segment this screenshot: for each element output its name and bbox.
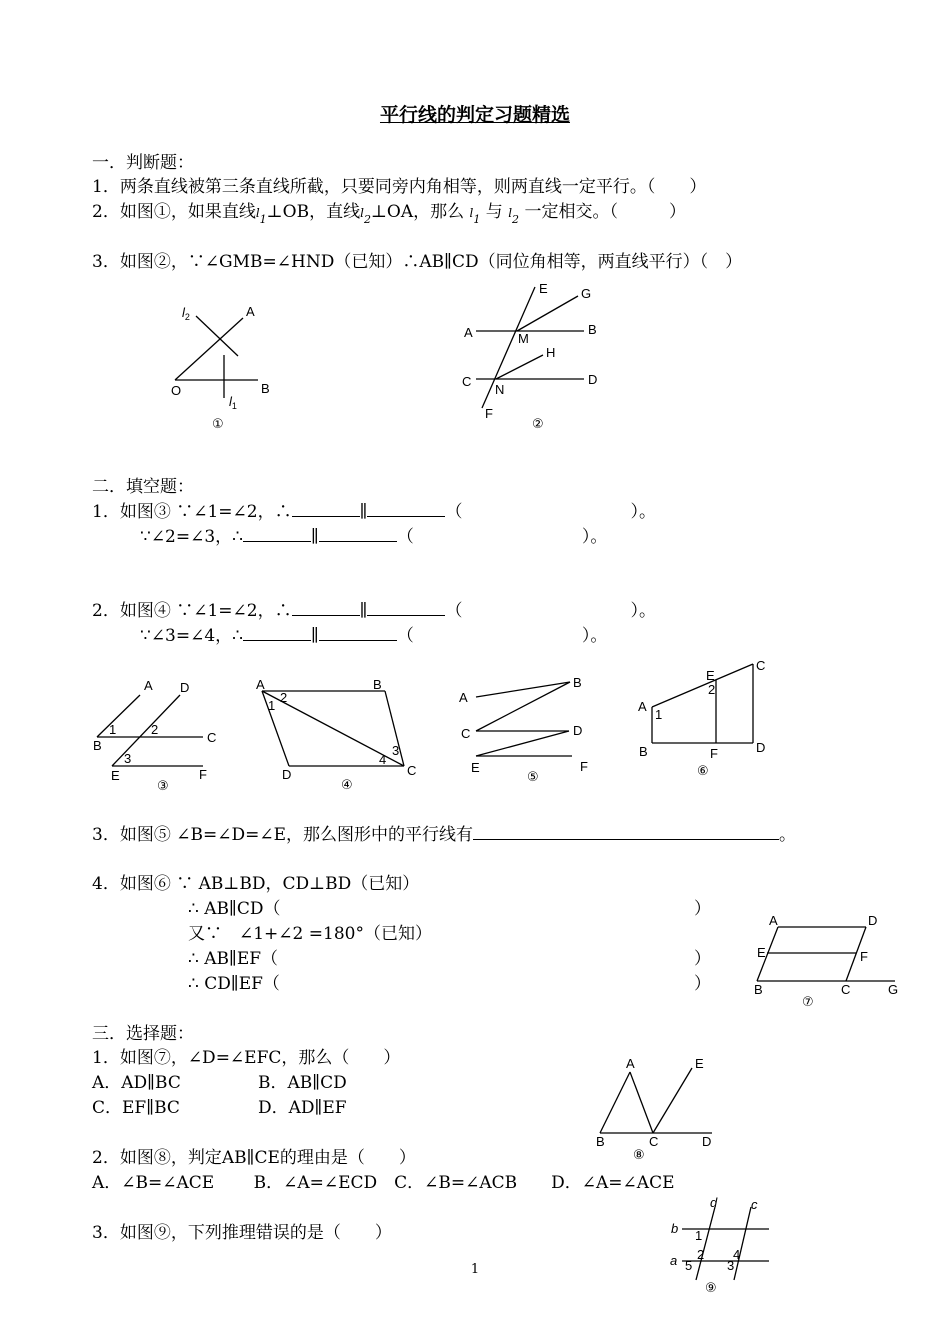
question-2-4-line5: ∴ CD∥EF（ [188, 974, 280, 994]
page-number: 1 [470, 1262, 480, 1277]
svg-text:①: ① [212, 416, 224, 431]
question-2-4-line4: ∴ AB∥EF（ [188, 949, 279, 969]
figure-5 [459, 675, 588, 784]
figure-3 [93, 678, 216, 793]
question-2-2-line2: ∵∠3=∠4，∴ ∥ （ ）。 [140, 626, 608, 646]
question-2-3: 3．如图⑤ ∠B=∠D=∠E，那么图形中的平行线有 。 [92, 825, 796, 845]
svg-text:B: B [373, 677, 382, 692]
section1-heading: 一．判断题： [92, 153, 194, 173]
svg-text:F: F [485, 406, 493, 421]
svg-text:1: 1 [268, 698, 276, 713]
svg-text:C: C [649, 1134, 659, 1149]
svg-text:E: E [757, 945, 766, 960]
line-l2-label: $l_2$ [360, 206, 371, 226]
svg-text:F: F [580, 759, 588, 774]
figure-1 [171, 304, 270, 431]
figure-4 [256, 677, 416, 792]
paren-close: ） [694, 974, 711, 994]
svg-text:H: H [546, 345, 556, 360]
svg-text:D: D [868, 913, 878, 928]
svg-text:B: B [596, 1134, 605, 1149]
svg-text:A: A [626, 1056, 635, 1071]
svg-text:C: C [407, 763, 417, 778]
figure-8 [596, 1056, 712, 1162]
svg-text:⑦: ⑦ [802, 994, 814, 1009]
svg-text:C: C [461, 726, 471, 741]
svg-text:A: A [769, 913, 778, 928]
svg-text:A: A [256, 677, 265, 692]
svg-text:5: 5 [685, 1258, 693, 1273]
question-2-4-line3: 又∵ ∠1+∠2 =180°（已知） [188, 924, 432, 944]
svg-text:G: G [888, 982, 899, 997]
section3-heading: 三．选择题： [92, 1024, 194, 1044]
svg-text:l2: $l_2$ [182, 305, 190, 322]
svg-text:B: B [639, 744, 648, 759]
svg-text:C: C [207, 730, 217, 745]
svg-text:A: A [464, 325, 473, 340]
svg-text:D: D [756, 740, 766, 755]
svg-text:④: ④ [341, 777, 353, 792]
question-2-4-line2: ∴ AB∥CD（ [188, 899, 281, 919]
option-3-1-d: D．AD∥EF [258, 1098, 347, 1118]
svg-text:D: D [573, 723, 583, 738]
svg-text:E: E [539, 281, 548, 296]
svg-text:4: 4 [733, 1247, 741, 1262]
svg-text:D: D [282, 767, 292, 782]
svg-text:D: D [180, 680, 190, 695]
svg-text:C: C [756, 658, 766, 673]
svg-text:⑨: ⑨ [705, 1280, 717, 1295]
options-3-2: A．∠B=∠ACE B．∠A=∠ECD C．∠B=∠ACB D．∠A=∠ACE [92, 1173, 675, 1193]
svg-text:G: G [581, 286, 592, 301]
svg-text:3: 3 [392, 743, 400, 758]
svg-text:A: A [638, 699, 647, 714]
svg-text:B: B [573, 675, 582, 690]
svg-text:B: B [754, 982, 763, 997]
svg-text:B: B [261, 381, 270, 396]
svg-text:E: E [695, 1056, 704, 1071]
svg-text:F: F [199, 767, 207, 782]
question-1-3: 3．如图②，∵∠GMB=∠HND（已知）∴AB∥CD（同位角相等，两直线平行）（ ） [92, 252, 743, 272]
svg-text:M: M [518, 331, 529, 346]
svg-text:1: 1 [695, 1228, 703, 1243]
question-2-4-line1: 4．如图⑥ ∵ AB⊥BD，CD⊥BD（已知） [92, 874, 420, 894]
option-3-1-a: A．AD∥BC [92, 1073, 181, 1093]
svg-text:A: A [459, 690, 468, 705]
page-title: 平行线的判定习题精选 [379, 104, 570, 126]
question-3-3: 3．如图⑨，下列推理错误的是（ ） [92, 1223, 392, 1243]
svg-text:F: F [860, 949, 868, 964]
svg-text:4: 4 [379, 752, 387, 767]
question-3-2: 2．如图⑧，判定AB∥CE的理由是（ ） [92, 1148, 416, 1168]
paren-close: ） [694, 899, 711, 919]
svg-text:3: 3 [124, 751, 132, 766]
svg-text:D: D [702, 1134, 712, 1149]
figure-7 [754, 913, 898, 1009]
svg-text:②: ② [532, 416, 544, 431]
question-3-1: 1．如图⑦，∠D=∠EFC，那么（ ） [92, 1048, 401, 1068]
svg-text:A: A [144, 678, 153, 693]
svg-text:⑧: ⑧ [633, 1147, 645, 1162]
svg-text:E: E [471, 760, 480, 775]
svg-text:A: A [246, 304, 255, 319]
svg-text:2: 2 [280, 690, 288, 705]
svg-text:2: 2 [708, 682, 716, 697]
svg-text:2: 2 [697, 1247, 705, 1262]
svg-text:2: 2 [151, 722, 159, 737]
svg-text:B: B [588, 322, 597, 337]
svg-text:b: b [671, 1221, 679, 1236]
svg-text:O: O [171, 383, 182, 398]
svg-text:F: F [710, 746, 718, 761]
paren-close: ） [694, 949, 711, 969]
svg-text:C: C [462, 374, 472, 389]
svg-text:B: B [93, 738, 102, 753]
svg-text:1: 1 [109, 722, 117, 737]
section2-heading: 二．填空题： [92, 477, 194, 497]
svg-text:E: E [706, 668, 715, 683]
svg-text:C: C [841, 982, 851, 997]
svg-text:d: d [710, 1195, 718, 1210]
svg-text:⑤: ⑤ [527, 769, 539, 784]
option-3-1-c: C．EF∥BC [92, 1098, 180, 1118]
svg-text:E: E [111, 768, 120, 783]
svg-text:l1: $l_1$ [229, 394, 237, 411]
figure-2 [462, 281, 597, 431]
figure-6 [638, 658, 765, 778]
question-1-1: 1．两条直线被第三条直线所截，只要同旁内角相等，则两直线一定平行。（ ） [92, 177, 707, 197]
line-l1-label: $l_1$ [255, 206, 267, 226]
svg-text:N: N [495, 382, 505, 397]
svg-text:3: 3 [727, 1258, 735, 1273]
question-2-1-line2: ∵∠2=∠3，∴ ∥ （ ）。 [140, 527, 608, 547]
option-3-1-b: B．AB∥CD [258, 1073, 347, 1093]
svg-text:D: D [588, 372, 598, 387]
svg-text:③: ③ [157, 778, 169, 793]
svg-text:c: c [751, 1197, 758, 1212]
question-2-2-line1: 2．如图④ ∵∠1=∠2，∴ ∥ （ ）。 [92, 601, 656, 621]
question-2-1-line1: 1．如图③ ∵∠1=∠2，∴ ∥ （ ）。 [92, 502, 656, 522]
figure-9 [670, 1195, 769, 1295]
svg-text:⑥: ⑥ [697, 763, 709, 778]
svg-text:1: 1 [655, 707, 663, 722]
svg-text:a: a [670, 1253, 678, 1268]
question-1-2: 2．如图①，如果直线$l_1\perp OB$，直线$l_2\perp OA$，那么 $l_1$ 与 $l_2$ 一定相交。（ ） [92, 202, 686, 226]
